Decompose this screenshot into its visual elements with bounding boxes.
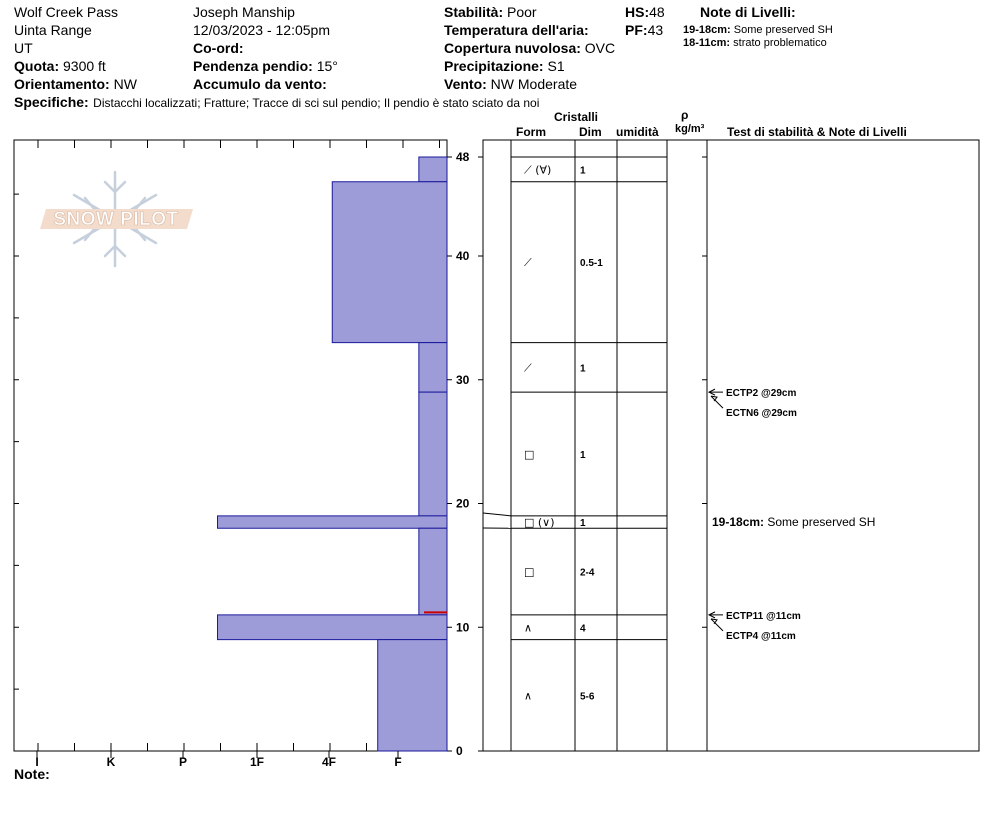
depth-tick-label: 40 bbox=[456, 249, 470, 263]
crystal-form: ∧ bbox=[524, 689, 533, 703]
inline-layer-note: 19-18cm: Some preserved SH bbox=[712, 515, 876, 530]
hardness-layers bbox=[218, 157, 447, 751]
datetime: 12/03/2023 - 12:05pm bbox=[193, 22, 330, 38]
notes-label: Note: bbox=[14, 766, 50, 782]
stability: Stabilità: Poor bbox=[444, 4, 537, 20]
hardness-layer bbox=[419, 157, 447, 182]
elevation: Quota: 9300 ft bbox=[14, 58, 106, 74]
crystal-form: ⟋ (∀) bbox=[524, 163, 552, 177]
hardness-tick-label: I bbox=[35, 755, 39, 769]
pf: PF:43 bbox=[625, 22, 664, 38]
hardness-layer bbox=[419, 392, 447, 516]
hardness-layer bbox=[419, 528, 447, 615]
aspect: Orientamento: NW bbox=[14, 76, 137, 92]
hardness-layer bbox=[332, 182, 447, 343]
stability-test bbox=[711, 396, 797, 419]
col-size: Dim bbox=[579, 125, 602, 139]
col-density: kg/m³ bbox=[675, 123, 705, 135]
depth-tick-label: 30 bbox=[456, 372, 470, 387]
col-moisture: umidità bbox=[616, 125, 659, 139]
depth-tick-label: 0 bbox=[456, 744, 463, 758]
hardness-axis bbox=[35, 751, 401, 769]
col-tests: Test di stabilità & Note di Livelli bbox=[727, 125, 907, 139]
depth-tick-label: 48 bbox=[456, 150, 470, 164]
col-rho: ρ bbox=[681, 108, 689, 122]
crystal-form: □ bbox=[524, 448, 535, 461]
hs: HS:48 bbox=[625, 4, 665, 20]
state: UT bbox=[14, 40, 33, 56]
stability-test-label: ECTP2 @29cm bbox=[726, 388, 797, 400]
crystal-form: ⟋ bbox=[524, 256, 532, 270]
layer-note: 19-18cm: Some preserved SH bbox=[683, 24, 833, 36]
air-temp-label: Temperatura dell'aria: bbox=[444, 22, 589, 38]
table-columns bbox=[511, 140, 707, 751]
col-crystals: Cristalli bbox=[554, 110, 599, 124]
hardness-tick-label: K bbox=[106, 755, 116, 769]
col-form: Form bbox=[516, 125, 546, 139]
layer-notes-title: Note di Livelli: bbox=[700, 4, 796, 20]
logo-text: SNOW PILOT bbox=[53, 209, 179, 230]
stability-test bbox=[709, 388, 796, 399]
hardness-layer bbox=[218, 516, 447, 528]
crystal-size: 1 bbox=[580, 363, 586, 375]
hardness-tick-label: F bbox=[394, 755, 402, 769]
crystal-size: 1 bbox=[580, 165, 586, 177]
stability-test-label: ECTN6 @29cm bbox=[726, 408, 797, 420]
layer-table bbox=[483, 140, 979, 751]
stability-test bbox=[711, 619, 796, 642]
hardness-layer bbox=[419, 343, 447, 393]
crystal-form: □ (∨) bbox=[524, 516, 555, 530]
hardness-tick-label: 4F bbox=[321, 755, 337, 769]
hardness-layer bbox=[218, 615, 447, 640]
wind-loading-label: Accumulo da vento: bbox=[193, 76, 327, 92]
stability-test-label: ECTP4 @11cm bbox=[726, 630, 796, 642]
crystal-form: ⟋ bbox=[524, 361, 532, 375]
precip: Precipitazione: S1 bbox=[444, 58, 565, 74]
hardness-tick-label: P bbox=[178, 755, 188, 769]
crystal-size: 1 bbox=[580, 450, 586, 461]
stability-test bbox=[709, 611, 801, 622]
layer-note: 18-11cm: strato problematico bbox=[683, 37, 827, 49]
crystal-size: 5-6 bbox=[580, 691, 595, 703]
observer: Joseph Manship bbox=[193, 4, 295, 20]
depth-tick-label: 20 bbox=[456, 496, 470, 511]
crystal-size: 0.5-1 bbox=[580, 258, 603, 270]
wind: Vento: NW Moderate bbox=[444, 76, 578, 92]
location: Wolf Creek Pass bbox=[14, 4, 118, 20]
slope: Pendenza pendio: 15° bbox=[193, 58, 338, 74]
crystal-form: ∧ bbox=[524, 621, 533, 635]
stability-test-label: ECTP11 @11cm bbox=[726, 610, 801, 622]
snowpilot-logo bbox=[40, 172, 193, 266]
stability-tests bbox=[709, 388, 875, 642]
crystal-size: 2-4 bbox=[580, 567, 595, 579]
range: Uinta Range bbox=[14, 22, 92, 38]
specifics: Specifiche: Distacchi localizzati; Fratture; Tracce di sci sul pendio; Il pendio è stato sciato da noi bbox=[14, 94, 540, 110]
sky: Copertura nuvolosa: OVC bbox=[444, 40, 616, 56]
depth-axis bbox=[447, 150, 707, 758]
crystal-size: 1 bbox=[580, 518, 586, 530]
hardness-tick-label: 1F bbox=[249, 755, 265, 769]
crystal-form: □ bbox=[524, 565, 535, 579]
crystal-size: 4 bbox=[580, 623, 586, 635]
hardness-layer bbox=[378, 640, 447, 751]
coords-label: Co-ord: bbox=[193, 40, 244, 56]
depth-tick-label: 10 bbox=[456, 620, 470, 635]
